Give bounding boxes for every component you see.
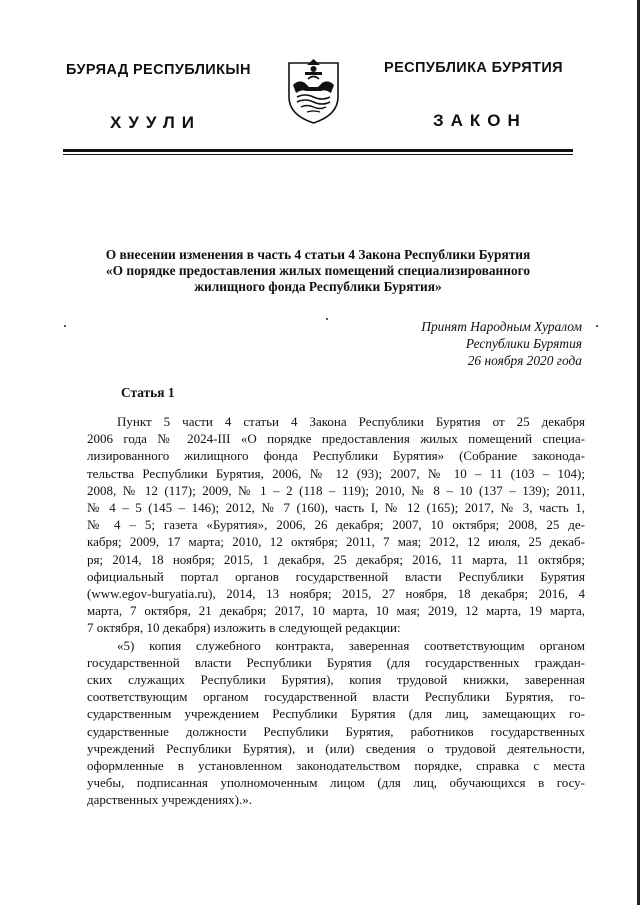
body-line: учебы, подписанная уполномоченным лицом (для лиц, обучающихся в госу- xyxy=(87,775,585,791)
body-line: сударственным учреждением Республики Бурятия (для лиц, замещающих го- xyxy=(87,706,585,722)
header-rule-thin xyxy=(63,154,573,155)
body-line: государственной власти Республики Бурятия (для государственных граждан- xyxy=(87,654,585,670)
scan-speck xyxy=(326,318,328,320)
header-right-republic: РЕСПУБЛИКА БУРЯТИЯ xyxy=(384,60,563,76)
law-title-line: жилищного фонда Республики Бурятия» xyxy=(194,279,442,294)
body-line: 7 октября, 10 декабря) изложить в следующей редакции: xyxy=(87,620,401,636)
body-line: Пункт 5 части 4 статьи 4 Закона Республики Бурятия от 25 декабря xyxy=(117,414,585,429)
body-line: «5) копия служебного контракта, заверенная соответствующим органом xyxy=(117,637,585,653)
body-line: соответствующим органом государственной власти Республики Бурятия, го- xyxy=(87,689,585,705)
body-line: ря; 2014, 18 ноября; 2015, 1 декабря, 25 декабря; 2016, 11 марта, 11 октября; xyxy=(87,551,585,567)
adoption-note xyxy=(421,318,582,369)
body-line: оформленные в установленном законодательством порядке, справка с места xyxy=(87,758,585,774)
body-line: ских служащих Республики Бурятия), копия трудовой книжки, заверенная xyxy=(87,672,585,688)
article-heading: Статья 1 xyxy=(121,385,175,400)
body-line: марта, 7 октября, 21 декабря; 2017, 10 марта, 10 мая; 2019, 12 марта, 19 марта, xyxy=(87,603,585,619)
body-line: лизированного жилищного фонда Республики Бурятия» (Собрание законода- xyxy=(87,448,585,464)
adoption-line: Республики Бурятия xyxy=(465,336,582,351)
law-title-line: О внесении изменения в часть 4 статьи 4 Закона Республики Бурятия xyxy=(105,247,531,262)
header-left-republic: БУРЯАД РЕСПУБЛИКЫН xyxy=(66,62,251,78)
law-title-line: «О порядке предоставления жилых помещений специализированного xyxy=(105,263,531,278)
adoption-line: Принят Народным Хуралом xyxy=(421,319,582,334)
coat-of-arms-emblem-icon xyxy=(285,57,342,125)
scan-speck xyxy=(64,325,66,327)
body-line: учреждений Республики Бурятия), и (или) сведения о трудовой деятельности, xyxy=(87,740,585,756)
header-right-doc-type: ЗАКОН xyxy=(433,111,527,130)
scan-speck xyxy=(596,325,598,327)
header-rule-thick xyxy=(63,149,573,152)
body-line: (www.egov-buryatia.ru), 2014, 13 ноября; 2015, 27 ноября, 18 декабря; 2016, 4 xyxy=(87,586,585,602)
law-title xyxy=(64,247,572,295)
article-body xyxy=(87,413,585,809)
body-line: 2008, № 12 (117); 2009, № 1 – 2 (118 – 119); 2010, № 8 – 10 (137 – 139); 2011, xyxy=(87,482,585,498)
body-line: 2006 года № 2024-III «О порядке предоставления жилых помещений специа- xyxy=(87,431,585,447)
body-line: официальный портал органов государственной власти Республики Бурятия xyxy=(87,568,585,584)
header-left-doc-type: ХУУЛИ xyxy=(110,113,201,132)
body-line: тельства Республики Бурятия, 2006, № 12 (93); 2007, № 10 – 11 (103 – 104); xyxy=(87,465,585,481)
body-line: № 4 – 5 (145 – 146); 2012, № 7 (160), часть I, № 12 (165); 2017, № 3, часть 1, xyxy=(87,500,585,516)
adoption-line: 26 ноября 2020 года xyxy=(467,353,582,368)
body-line: кабря; 2009, 17 марта; 2010, 12 октября; 2011, 7 мая; 2012, 12 июля, 25 декаб- xyxy=(87,534,585,550)
body-line: дарственных учреждениях).». xyxy=(87,792,252,808)
body-line: сударственные должности Республики Бурятия, работников государственных xyxy=(87,723,585,739)
body-line: № 4 – 5; газета «Бурятия», 2006, 26 декабря; 2007, 10 октября; 2008, 25 де- xyxy=(87,517,585,533)
